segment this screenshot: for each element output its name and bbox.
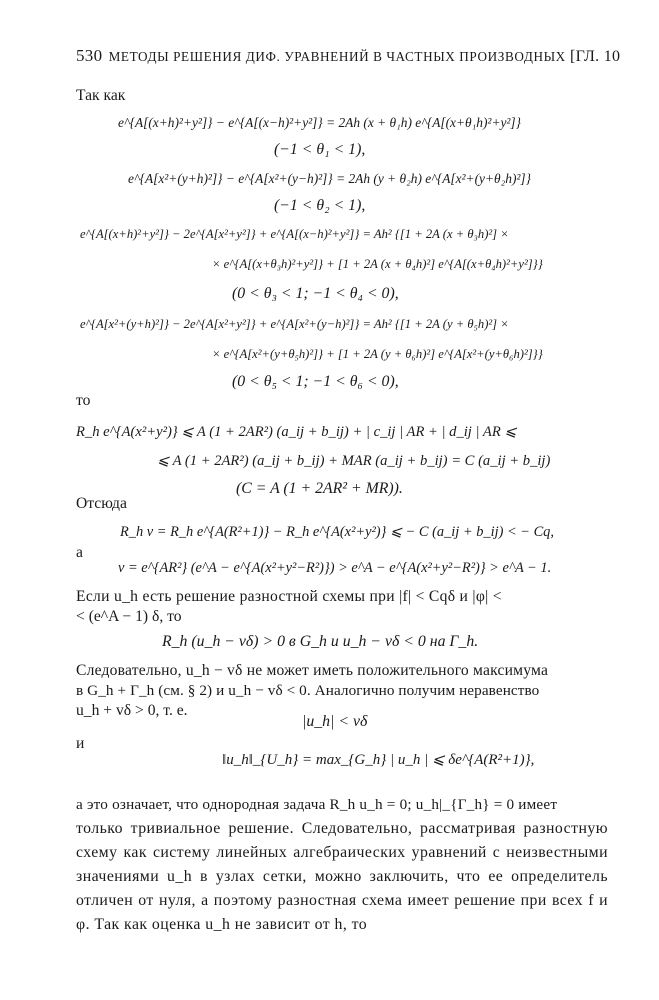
text-line: а <box>76 544 83 561</box>
paragraph-text: только тривиальное решение. Следовательно, рассматривая разностную схему как систему линейных алгебраических уравнений с неизвестными значениями u_h в узлах сетки, можно заключить, что ее определитель отличен от нуля, а поэтому разностная схема имеет решение при всех f и φ. Так как оценка u_h не зависит от h, то <box>76 820 608 933</box>
equation-line: × e^{A[(x+θ₃h)²+y²]} + [1 + 2A (x + θ₄h)²] e^{A[(x+θ₄h)²+y²]}} <box>212 257 543 271</box>
text-line: Следовательно, u_h − vδ не может иметь положительного максимума <box>76 662 549 679</box>
text-line: в G_h + Γ_h (см. § 2) и u_h − vδ < 0. Аналогично получим неравенство <box>76 682 540 699</box>
text-line: Если u_h есть решение разностной схемы при |f| < Cqδ и |φ| < <box>76 588 502 605</box>
equation-condition: (C = A (1 + 2AR² + MR)). <box>236 480 403 497</box>
text-line: u_h + vδ > 0, т. е. <box>76 702 188 719</box>
body-paragraph <box>76 817 608 937</box>
equation-line: R_h (u_h − vδ) > 0 в G_h и u_h − vδ < 0 на Γ_h. <box>162 633 479 650</box>
equation-line: ‖u_h‖_{U_h} = max_{G_h} | u_h | ⩽ δe^{A(R²+1)}, <box>222 752 535 768</box>
text-line: < (e^A − 1) δ, то <box>76 608 182 625</box>
equation-condition: (0 < θ₃ < 1; −1 < θ₄ < 0), <box>232 285 399 302</box>
equation-line: e^{A[(x+h)²+y²]} − 2e^{A[x²+y²]} + e^{A[(x−h)²+y²]} = Ah² {[1 + 2A (x + θ₃h)²] × <box>80 227 509 241</box>
equation-condition: (−1 < θ₂ < 1), <box>274 197 366 214</box>
text-line: а это означает, что однородная задача R_h u_h = 0; u_h|_{Γ_h} = 0 имеет <box>76 796 558 813</box>
equation-line: ⩽ A (1 + 2AR²) (a_ij + b_ij) + MAR (a_ij + b_ij) = C (a_ij + b_ij) <box>157 453 551 469</box>
text-line: и <box>76 735 85 752</box>
equation-line: R_h e^{A(x²+y²)} ⩽ A (1 + 2AR²) (a_ij + b_ij) + | c_ij | AR + | d_ij | AR ⩽ <box>76 424 517 440</box>
equation-line: v = e^{AR²} (e^A − e^{A(x²+y²−R²)}) > e^A − e^{A(x²+y²−R²)} > e^A − 1. <box>118 560 552 576</box>
equation-line: e^{A[x²+(y+h)²]} − e^{A[x²+(y−h)²]} = 2Ah (y + θ₂h) e^{A[x²+(y+θ₂h)²]} <box>128 171 532 186</box>
equation-line: e^{A[x²+(y+h)²]} − 2e^{A[x²+y²]} + e^{A[x²+(y−h)²]} = Ah² {[1 + 2A (y + θ₅h)²] × <box>80 317 509 331</box>
running-title: МЕТОДЫ РЕШЕНИЯ ДИФ. УРАВНЕНИЙ В ЧАСТНЫХ ПРОИЗВОДНЫХ <box>108 49 566 64</box>
text-line: Так как <box>76 87 126 104</box>
equation-condition: (0 < θ₅ < 1; −1 < θ₆ < 0), <box>232 373 399 390</box>
equation-line: × e^{A[x²+(y+θ₅h)²]} + [1 + 2A (y + θ₆h)²] e^{A[x²+(y+θ₆h)²]}} <box>212 347 543 361</box>
running-header <box>76 46 621 66</box>
text-line: Отсюда <box>76 495 127 512</box>
equation-condition: (−1 < θ₁ < 1), <box>274 141 366 158</box>
equation-line: |u_h| < vδ <box>302 713 368 730</box>
equation-line: R_h v = R_h e^{A(R²+1)} − R_h e^{A(x²+y²)} ⩽ − C (a_ij + b_ij) < − Cq, <box>120 524 554 540</box>
equation-line: e^{A[(x+h)²+y²]} − e^{A[(x−h)²+y²]} = 2Ah (x + θ₁h) e^{A[(x+θ₁h)²+y²]} <box>118 115 522 130</box>
text-line: то <box>76 392 91 409</box>
page-number: 530 <box>76 46 103 65</box>
chapter-label: [ГЛ. 10 <box>569 48 621 65</box>
